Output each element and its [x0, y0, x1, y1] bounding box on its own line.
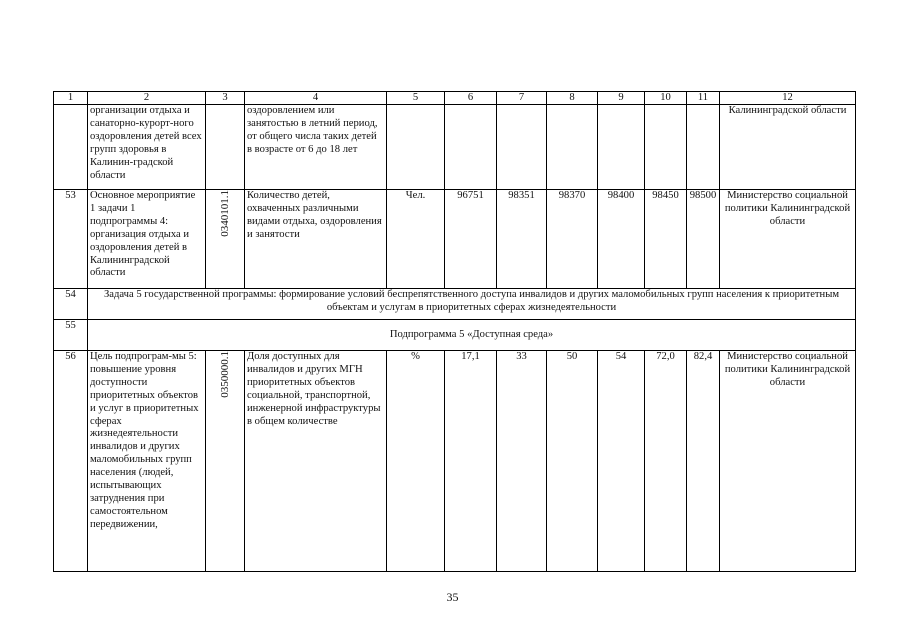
- budget-code: [206, 351, 245, 572]
- value-cell: [497, 105, 547, 190]
- value-cell: 98351: [497, 190, 547, 289]
- budget-code-text: 0350000.1: [218, 351, 231, 398]
- budget-code: [206, 190, 245, 289]
- value-cell: 54: [598, 351, 645, 572]
- value-cell: [445, 105, 497, 190]
- column-number: 4: [245, 92, 387, 105]
- page-number: 35: [446, 590, 459, 604]
- column-number: 6: [445, 92, 497, 105]
- table-row-continuation: [54, 105, 856, 190]
- budget-code: [206, 105, 245, 190]
- subprogram-heading: Подпрограмма 5 «Доступная среда»: [88, 320, 856, 351]
- row-number: 54: [54, 289, 88, 320]
- value-cell: [598, 105, 645, 190]
- column-number: 5: [387, 92, 445, 105]
- row-number: 53: [54, 190, 88, 289]
- column-number: 11: [687, 92, 720, 105]
- column-number: 7: [497, 92, 547, 105]
- value-cell: [687, 105, 720, 190]
- value-cell: 98500: [687, 190, 720, 289]
- row-number: 56: [54, 351, 88, 572]
- measure-name: организации отдыха и санаторно-курорт-ного оздоровления детей всех групп здоровья в Калинин-градской области: [88, 105, 206, 190]
- value-cell: 50: [547, 351, 598, 572]
- indicator-name: Доля доступных для инвалидов и других МГН приоритетных объектов социальной, транспортной, инженерной инфраструктуры в общем количестве: [245, 351, 387, 572]
- table-row-56: [54, 351, 856, 572]
- column-number: 10: [645, 92, 687, 105]
- value-cell: [645, 105, 687, 190]
- value-cell: 98450: [645, 190, 687, 289]
- column-number: 1: [54, 92, 88, 105]
- indicator-name: оздоровлением или занятостью в летний период, от общего числа таких детей в возрасте от 6 до 18 лет: [245, 105, 387, 190]
- table-row-54: [54, 289, 856, 320]
- unit: %: [387, 351, 445, 572]
- indicators-table: [53, 91, 856, 572]
- value-cell: [547, 105, 598, 190]
- value-cell: 17,1: [445, 351, 497, 572]
- table-row-55: [54, 320, 856, 351]
- row-number: 55: [54, 320, 88, 351]
- row-number: [54, 105, 88, 190]
- value-cell: 98370: [547, 190, 598, 289]
- task-heading: Задача 5 государственной программы: формирование условий беспрепятственного доступа инвалидов и других маломобильных групп населения к приоритетным объектам и услугам в приоритетных сферах жизнедеятельности: [88, 289, 856, 320]
- value-cell: 96751: [445, 190, 497, 289]
- measure-name: Цель подпрограм-мы 5: повышение уровня доступности приоритетных объектов и услуг в приоритетных сферах жизнедеятельности инвалидов и других маломобильных групп населения (людей, испытывающих затруднения при самостоятельном передвижении,: [88, 351, 206, 572]
- column-number: 8: [547, 92, 598, 105]
- responsible: Калининградской области: [720, 105, 856, 190]
- unit: Чел.: [387, 190, 445, 289]
- column-number: 2: [88, 92, 206, 105]
- indicator-name: Количество детей, охваченных различными видами отдыха, оздоровления и занятости: [245, 190, 387, 289]
- budget-code-text: 0340101.1: [218, 190, 231, 237]
- measure-name: Основное мероприятие 1 задачи 1 подпрограммы 4: организация отдыха и оздоровления детей в Калининградской области: [88, 190, 206, 289]
- column-number: 3: [206, 92, 245, 105]
- value-cell: 33: [497, 351, 547, 572]
- value-cell: 82,4: [687, 351, 720, 572]
- responsible: Министерство социальной политики Калининградской области: [720, 351, 856, 572]
- responsible: Министерство социальной политики Калининградской области: [720, 190, 856, 289]
- column-number: 12: [720, 92, 856, 105]
- unit: [387, 105, 445, 190]
- column-number: 9: [598, 92, 645, 105]
- value-cell: 72,0: [645, 351, 687, 572]
- table-row-53: [54, 190, 856, 289]
- value-cell: 98400: [598, 190, 645, 289]
- column-number-row: [54, 92, 856, 105]
